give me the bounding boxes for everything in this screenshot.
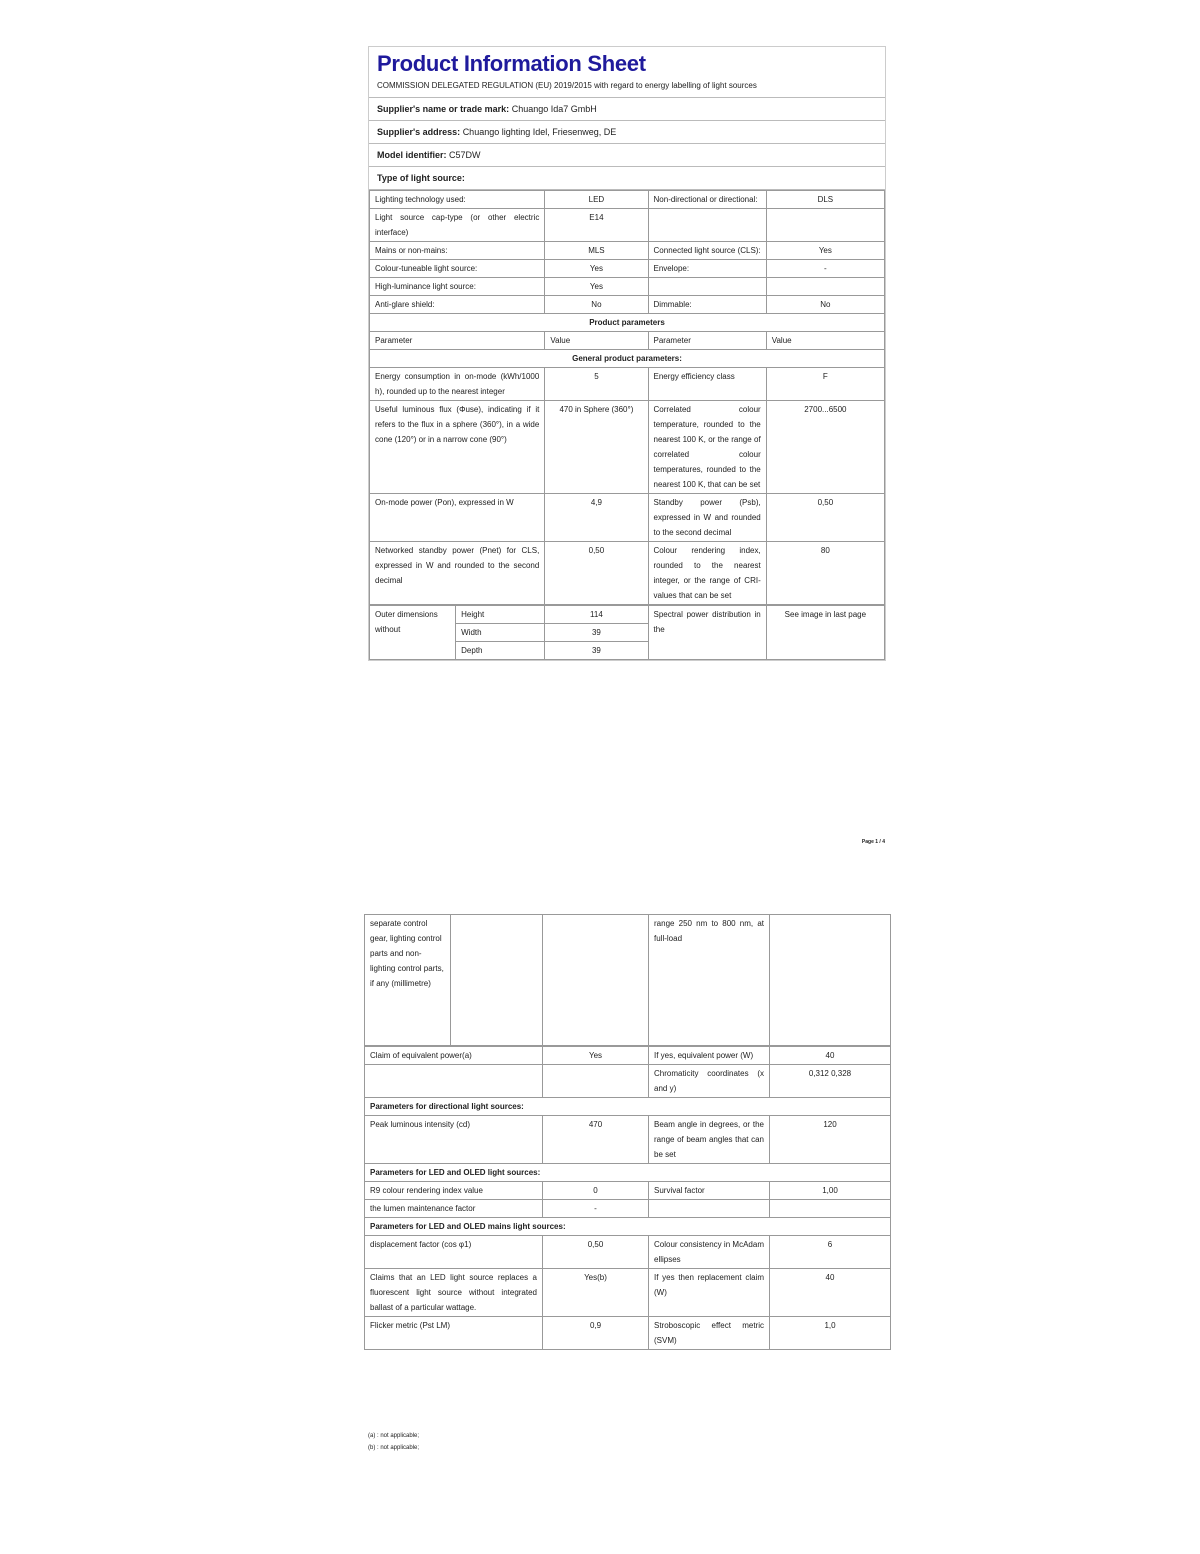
param-cell: Networked standby power (Pnet) for CLS, expressed in W and rounded to the second decimal: [370, 542, 545, 605]
param-cell: Energy efficiency class: [648, 368, 766, 401]
param-cell: Correlated colour temperature, rounded to the nearest 100 K, or the range of correlated colour temperatures, rounded to the nearest 100 K, that can be set: [648, 401, 766, 494]
page-two: [364, 914, 890, 1451]
supplier-address-label: Supplier's address:: [377, 127, 461, 137]
table-row: [370, 278, 885, 296]
param-cell: [648, 209, 766, 242]
param-cell: If yes, equivalent power (W): [649, 1047, 770, 1065]
param-cell: [365, 1065, 543, 1098]
param-cell: High-luminance light source:: [370, 278, 545, 296]
table-row: [370, 209, 885, 242]
param-cell: Connected light source (CLS):: [648, 242, 766, 260]
sheet-title: Product Information Sheet: [377, 51, 646, 76]
table-row: [365, 915, 891, 1046]
value-cell: No: [545, 296, 648, 314]
section-heading-row: [365, 1164, 891, 1182]
supplier-name-value: Chuango Ida7 GmbH: [511, 104, 597, 114]
model-label: Model identifier:: [377, 150, 447, 160]
equivalence-table: [364, 1046, 891, 1350]
model-line: [369, 144, 885, 167]
value-cell: 5: [545, 368, 648, 401]
page-one: [368, 46, 886, 845]
param-cell: [648, 278, 766, 296]
param-cell: Flicker metric (Pst LM): [365, 1317, 543, 1350]
param-cell: Survival factor: [649, 1182, 770, 1200]
col-header-value: Value: [766, 332, 884, 350]
param-cell: Light source cap-type (or other electric interface): [370, 209, 545, 242]
value-cell: 470: [543, 1116, 649, 1164]
value-cell: LED: [545, 191, 648, 209]
value-cell: 4,9: [545, 494, 648, 542]
spd-label: Spectral power distribution in the: [648, 606, 766, 660]
table-row: [365, 1317, 891, 1350]
value-cell: 1,00: [770, 1182, 891, 1200]
col-header-param: Parameter: [648, 332, 766, 350]
supplier-name-line: [369, 98, 885, 121]
outer-dimensions-label-cont: separate control gear, lighting control parts and non-lighting control parts, if any (millimetre): [365, 915, 451, 1046]
spd-value: See image in last page: [766, 606, 884, 660]
param-cell: R9 colour rendering index value: [365, 1182, 543, 1200]
type-label: Type of light source:: [377, 173, 465, 183]
col-header-value: Value: [545, 332, 648, 350]
value-cell: -: [543, 1200, 649, 1218]
regulation-text: COMMISSION DELEGATED REGULATION (EU) 2019/2015 with regard to energy labelling of light sources: [369, 77, 885, 98]
led-heading: Parameters for LED and OLED light sources:: [365, 1164, 891, 1182]
page-number: Page 1 / 4: [861, 839, 885, 845]
depth-value: 39: [545, 642, 648, 660]
outer-dimensions-table: [369, 605, 885, 660]
section-heading-row: [365, 1218, 891, 1236]
footnote: (a) : not applicable;: [368, 1433, 420, 1439]
param-cell: Colour-tuneable light source:: [370, 260, 545, 278]
table-row: [370, 606, 885, 624]
value-cell: 80: [766, 542, 884, 605]
empty-cell: [451, 915, 543, 1046]
value-cell: Yes: [543, 1047, 649, 1065]
value-cell: 0,9: [543, 1317, 649, 1350]
param-cell: Colour rendering index, rounded to the nearest integer, or the range of CRI-values that can be set: [648, 542, 766, 605]
table-row: [370, 401, 885, 494]
supplier-address-value: Chuango lighting Idel, Friesenweg, DE: [462, 127, 617, 137]
general-params-heading: General product parameters:: [370, 350, 885, 368]
table-row: [370, 494, 885, 542]
table-row: [365, 1182, 891, 1200]
param-cell: Dimmable:: [648, 296, 766, 314]
spd-label-cont: range 250 nm to 800 nm, at full-load: [649, 915, 770, 1046]
width-label: Width: [456, 624, 545, 642]
param-cell: If yes then replacement claim (W): [649, 1269, 770, 1317]
value-cell: E14: [545, 209, 648, 242]
height-label: Height: [456, 606, 545, 624]
value-cell: 40: [770, 1047, 891, 1065]
continued-dimensions-table: [364, 914, 891, 1046]
column-header-row: [370, 332, 885, 350]
param-cell: Claim of equivalent power(a): [365, 1047, 543, 1065]
value-cell: 0,312 0,328: [770, 1065, 891, 1098]
section-heading-row: [370, 350, 885, 368]
width-value: 39: [545, 624, 648, 642]
supplier-address-line: [369, 121, 885, 144]
value-cell: F: [766, 368, 884, 401]
value-cell: 470 in Sphere (360°): [545, 401, 648, 494]
param-cell: Peak luminous intensity (cd): [365, 1116, 543, 1164]
value-cell: [770, 1200, 891, 1218]
type-table: [369, 190, 885, 605]
value-cell: MLS: [545, 242, 648, 260]
param-cell: Claims that an LED light source replaces a fluorescent light source without integrated ballast of a particular wattage.: [365, 1269, 543, 1317]
value-cell: 1,0: [770, 1317, 891, 1350]
value-cell: 0,50: [543, 1236, 649, 1269]
value-cell: DLS: [766, 191, 884, 209]
product-params-heading: Product parameters: [370, 314, 885, 332]
model-value: C57DW: [449, 150, 481, 160]
value-cell: Yes(b): [543, 1269, 649, 1317]
table-row: [370, 368, 885, 401]
type-heading: [369, 167, 885, 190]
depth-label: Depth: [456, 642, 545, 660]
param-cell: Envelope:: [648, 260, 766, 278]
param-cell: Anti-glare shield:: [370, 296, 545, 314]
section-heading-row: [370, 314, 885, 332]
param-cell: Energy consumption in on-mode (kWh/1000 h), rounded up to the nearest integer: [370, 368, 545, 401]
table-row: [370, 242, 885, 260]
table-row: [365, 1047, 891, 1065]
value-cell: No: [766, 296, 884, 314]
param-cell: Standby power (Psb), expressed in W and rounded to the second decimal: [648, 494, 766, 542]
param-cell: Chromaticity coordinates (x and y): [649, 1065, 770, 1098]
col-header-param: Parameter: [370, 332, 545, 350]
param-cell: Mains or non-mains:: [370, 242, 545, 260]
table-row: [365, 1269, 891, 1317]
empty-cell: [770, 915, 891, 1046]
outer-dimensions-label: Outer dimensions without: [370, 606, 456, 660]
table-row: [365, 1065, 891, 1098]
param-cell: Non-directional or directional:: [648, 191, 766, 209]
directional-heading: Parameters for directional light sources:: [365, 1098, 891, 1116]
table-row: [370, 260, 885, 278]
value-cell: 0: [543, 1182, 649, 1200]
value-cell: [766, 209, 884, 242]
param-cell: Colour consistency in McAdam ellipses: [649, 1236, 770, 1269]
footnote: (b) : not applicable;: [368, 1445, 420, 1451]
value-cell: 2700...6500: [766, 401, 884, 494]
param-cell: displacement factor (cos φ1): [365, 1236, 543, 1269]
value-cell: [766, 278, 884, 296]
led-mains-heading: Parameters for LED and OLED mains light sources:: [365, 1218, 891, 1236]
height-value: 114: [545, 606, 648, 624]
value-cell: [543, 1065, 649, 1098]
section-heading-row: [365, 1098, 891, 1116]
value-cell: 6: [770, 1236, 891, 1269]
value-cell: Yes: [545, 278, 648, 296]
footnotes: [368, 1430, 419, 1454]
param-cell: On-mode power (Pon), expressed in W: [370, 494, 545, 542]
table-row: [370, 542, 885, 605]
param-cell: Useful luminous flux (Φuse), indicating if it refers to the flux in a sphere (360°), in a wide cone (120°) or in a narrow cone (90°): [370, 401, 545, 494]
value-cell: -: [766, 260, 884, 278]
table-row: [370, 191, 885, 209]
empty-cell: [543, 915, 649, 1046]
param-cell: Stroboscopic effect metric (SVM): [649, 1317, 770, 1350]
value-cell: Yes: [545, 260, 648, 278]
param-cell: [649, 1200, 770, 1218]
table-row: [370, 296, 885, 314]
table-row: [365, 1236, 891, 1269]
param-cell: Beam angle in degrees, or the range of beam angles that can be set: [649, 1116, 770, 1164]
value-cell: 0,50: [766, 494, 884, 542]
value-cell: 0,50: [545, 542, 648, 605]
value-cell: Yes: [766, 242, 884, 260]
value-cell: 40: [770, 1269, 891, 1317]
table-row: [365, 1200, 891, 1218]
table-row: [365, 1116, 891, 1164]
value-cell: 120: [770, 1116, 891, 1164]
supplier-name-label: Supplier's name or trade mark:: [377, 104, 510, 114]
param-cell: Lighting technology used:: [370, 191, 545, 209]
param-cell: the lumen maintenance factor: [365, 1200, 543, 1218]
